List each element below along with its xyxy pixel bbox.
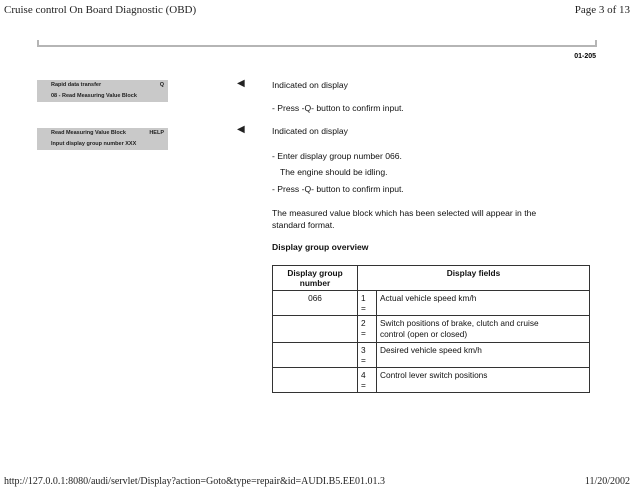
display1-line1-left: Rapid data transfer bbox=[51, 82, 102, 88]
tester-display-2 bbox=[37, 128, 168, 150]
step-press-q-1: - Press -Q- button to confirm input. bbox=[272, 103, 404, 113]
field-index: 2 = bbox=[358, 316, 377, 343]
step-enter-group: - Enter display group number 066. bbox=[272, 151, 402, 161]
display1-line2: 08 - Read Measuring Value Block bbox=[51, 93, 137, 99]
step-indicated-2: Indicated on display bbox=[272, 126, 348, 136]
col1-line1: Display group bbox=[287, 268, 343, 278]
overview-heading: Display group overview bbox=[272, 242, 369, 252]
table-row bbox=[273, 368, 590, 393]
group-number-cell: 066 bbox=[273, 291, 358, 316]
empty-cell bbox=[273, 368, 358, 393]
display1-line1-right: Q bbox=[159, 82, 164, 88]
field-index: 3 = bbox=[358, 343, 377, 368]
table-row bbox=[273, 343, 590, 368]
col-display-fields: Display fields bbox=[358, 266, 590, 291]
field-description: Switch positions of brake, clutch and cruise control (open or closed) bbox=[377, 316, 590, 343]
step-indicated-1: Indicated on display bbox=[272, 80, 348, 90]
col1-line2: number bbox=[299, 278, 331, 288]
field-index: 4 = bbox=[358, 368, 377, 393]
display2-line2: Input display group number XXX bbox=[51, 141, 137, 147]
display2-line1-left: Read Measuring Value Block bbox=[51, 130, 126, 136]
field-description: Desired vehicle speed km/h bbox=[377, 343, 590, 368]
table-row bbox=[273, 291, 590, 316]
step-press-q-2: - Press -Q- button to confirm input. bbox=[272, 184, 404, 194]
footer-date: 11/20/2002 bbox=[584, 476, 630, 487]
measured-note-line1: The measured value block which has been selected will appear in the bbox=[272, 208, 537, 218]
measured-note-line2: standard format. bbox=[272, 220, 335, 230]
header-rule-right-tick bbox=[595, 40, 597, 46]
field-description: Actual vehicle speed km/h bbox=[377, 291, 590, 316]
page-indicator: Page 3 of 13 bbox=[574, 4, 630, 16]
arrow-left-icon: ◀ bbox=[237, 124, 245, 135]
display-group-table bbox=[272, 265, 590, 393]
col-display-group-number bbox=[273, 266, 358, 291]
step-idling-note: The engine should be idling. bbox=[280, 167, 388, 177]
header-rule bbox=[37, 45, 597, 47]
empty-cell bbox=[273, 343, 358, 368]
tester-display-1 bbox=[37, 80, 168, 102]
arrow-left-icon: ◀ bbox=[237, 78, 245, 89]
field-index: 1 = bbox=[358, 291, 377, 316]
doc-number: 01-205 bbox=[574, 53, 596, 60]
empty-cell bbox=[273, 316, 358, 343]
table-header-row bbox=[273, 266, 590, 291]
field-description: Control lever switch positions bbox=[377, 368, 590, 393]
footer-url: http://127.0.0.1:8080/audi/servlet/Display?action=Goto&type=repair&id=AUDI.B5.EE01.01.3 bbox=[4, 476, 386, 487]
display2-line1-right: HELP bbox=[149, 130, 164, 136]
table-row bbox=[273, 316, 590, 343]
document-title: Cruise control On Board Diagnostic (OBD) bbox=[4, 4, 197, 16]
